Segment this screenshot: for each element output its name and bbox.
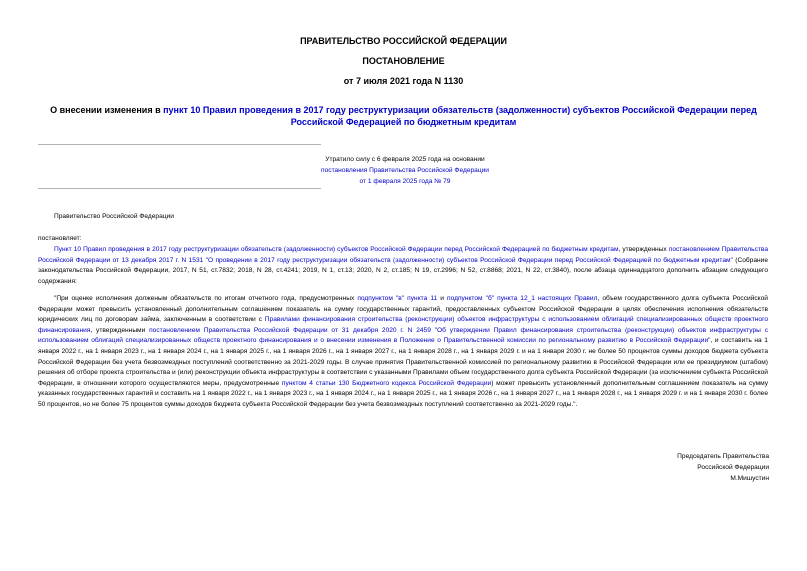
repeal-note-link[interactable]: постановления Правительства Российской Федерации: [321, 167, 489, 174]
repeal-note-line1: Утратило силу с 6 февраля 2025 года на основании: [325, 156, 485, 163]
document-title: [44, 104, 763, 128]
paragraph-text: (Собрание законодательства Российской Федерации, 2017, N 51, ст.7832; 2018, N 28, ст.4241; 2019, N 1, ст.13; 2020, N 2, ст.185; N 19, ст.2996; N 52, ст.8868; 2021, N 22, ст.3840), после абзаца одиннадцатого дополнить абзацем следующего содержания:: [38, 256, 768, 285]
title-link[interactable]: пункт 10 Правил проведения в 2017 году реструктуризации обязательств (задолженности) субъектов Российской Федерации перед Российской Федерацией по бюджетным кредитам: [163, 105, 757, 127]
budget-code-link[interactable]: пунктом 4 статьи 130 Бюджетного кодекса Российской Федерации: [281, 379, 492, 387]
repeal-note: [300, 154, 510, 187]
amendment-paragraph: [38, 245, 768, 287]
title-prefix: О внесении изменения в: [50, 105, 164, 115]
signature-position: Председатель Правительства: [677, 453, 769, 460]
document-type: ПОСТАНОВЛЕНИЕ: [362, 56, 445, 66]
resolution-1531-link[interactable]: постановлением Правительства Российской Федерации от 13 декабря 2017 г. N 1531 "О проведении в 2017 году реструктуризации обязательств (задолженности) субъектов Российской Федерации перед Российской Федерацией по бюджетным кредитам": [38, 246, 768, 264]
decides-text: постановляет:: [38, 235, 82, 242]
paragraph-text: и: [437, 295, 448, 302]
paragraph-text: ) может превысить установленный дополнительным соглашением показатель на сумму указанных государственных гарантий и составить на 1 января 2022 г., на 1 января 2023 г., на 1 января 2024 г., на 1 января 2025 г., на 1 января 2026 г., на 1 января 2027 г., на 1 января 2028 г., на 1 января 2029 г. и на 1 января 2030 г. более 50 процентов, но не более 75 процентов суммы доходов бюджета субъекта Российской Федерации без учета безвозмездных поступлений соответственно за 2021-2029 годы.".: [38, 379, 769, 408]
paragraph-text: , утвержденных: [618, 246, 669, 253]
financing-rules-link[interactable]: Правилами финансирования строительства (реконструкции) объектов инфраструктуры с использованием облигаций специализированных обществ проектного финансирования: [38, 316, 768, 334]
paragraph-text: , и составить на 1 января 2022 г., на 1 января 2023 г., на 1 января 2024 г., на 1 января 2025 г., на 1 января 2026 г., на 1 января 2027 г., на 1 января 2028 г., на 1 января 2029 г. и на 1 января 2030 г. не более 50 процентов суммы доходов бюджета субъекта Российской Федерации без учета безвозмездных поступлений соответственно за 2021-2029 годы. В случае принятия Правительственной комиссией по региональному развитию в Российской Федерации или ее президиумом (штабом) решения об отборе проекта строительства и (или) реконструкции объекта инфраструктуры в соответствии с указанными Правилами объем государственного долга субъекта Российской Федерации (за исключением субъекта Российской Федерации, в отношении которого осуществляются меры, предусмотренные: [38, 337, 768, 387]
paragraph-text: , утвержденными: [90, 326, 150, 334]
signature-block: [677, 451, 769, 484]
intro-text: Правительство Российской Федерации: [54, 213, 174, 220]
paragraph-text: , объем государственного долга субъекта Российской Федерации может превысить установленный дополнительным соглашением показатель на сумму государственных гарантий, предоставленных субъектом Российской Федерации в целях обеспечения исполнения обязательств юридических лиц по договорам займа, заключенным в соответствии с: [38, 295, 768, 324]
repeal-note-link-date[interactable]: от 1 февраля 2025 года № 79: [359, 178, 451, 185]
signature-organization: Российской Федерации: [697, 464, 769, 471]
document-date-number: от 7 июля 2021 года N 1130: [343, 76, 464, 86]
government-heading: ПРАВИТЕЛЬСТВО РОССИЙСКОЙ ФЕДЕРАЦИИ: [300, 36, 507, 46]
paragraph-text: "При оценке исполнения долженым обязательств по итогам отчетного года, предусмотренных: [54, 295, 358, 302]
rules-link[interactable]: Пункт 10 Правил проведения в 2017 году реструктуризации обязательств (задолженности) субъектов Российской Федерации перед Российской Федерацией по бюджетным кредитам: [54, 246, 619, 253]
quoted-paragraph: [38, 294, 768, 411]
signature-name: М.Мишустин: [730, 475, 769, 482]
bottom-divider: [38, 188, 321, 189]
top-divider: [38, 144, 321, 145]
resolution-2459-link[interactable]: постановлением Правительства Российской Федерации от 31 декабря 2020 г. N 2459 "Об утверждении Правил финансирования строительства (реконструкции) объектов инфраструктуры с использованием облигаций специализированных обществ проектного финансирования и о внесении изменения в Положение о Правительственной комиссии по региональному развитию в Российской Федерации": [38, 326, 768, 345]
subparagraph-11-link[interactable]: подпунктом "в" пункта 11: [357, 295, 438, 302]
subparagraph-12-link[interactable]: подпунктом "б" пункта 12_1 настоящих Правил: [447, 295, 598, 302]
